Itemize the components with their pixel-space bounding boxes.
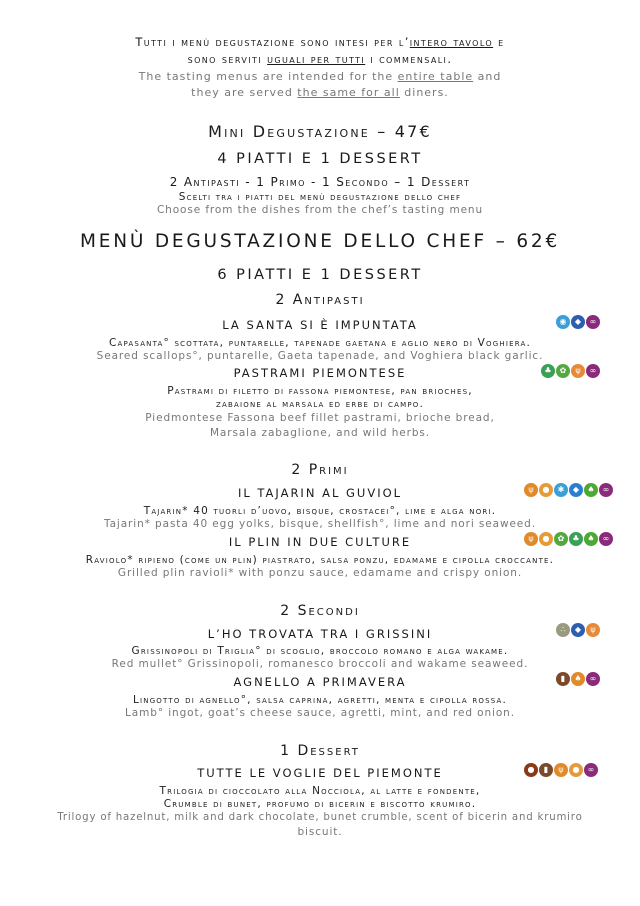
dish-name: LA SANTA SI È IMPUNTATA [222,318,418,332]
mini-menu-title: Mini Degustazione – 47€ [208,122,432,141]
celery-icon: ♠ [571,672,585,686]
fish-icon: ◆ [569,483,583,497]
dish-description-italian: Raviolo* ripieno (come un plin) piastrato, salsa ponzu, edamame e cipolla croccante. [85,554,555,566]
dish-description-italian: Capasanta° scottata, puntarelle, tapenade gaetana e aglio nero di Voghiera. [108,337,532,349]
intro-text: The tasting menus are intended for the [138,70,398,83]
dish-description-italian: Pastrami di filetto di fassona piemontese, pan brioches, [167,385,473,397]
leaf-icon: ♣ [541,364,555,378]
intro-italian-line-2 [0,54,640,66]
dish-description-english: Marsala zabaglione, and wild herbs. [209,427,431,439]
chef-menu-title: MENÙ DEGUSTAZIONE DELLO CHEF – 62€ [79,231,561,252]
dish-name: IL TAJARIN AL GUVIOL [237,486,403,500]
dish-name: AGNELLO A PRIMAVERA [233,675,407,689]
allergen-icons [556,672,600,686]
nut-icon: ● [524,763,538,777]
sesame-icon: ∴ [556,623,570,637]
intro-english-line-1 [0,71,640,82]
allergen-icons [524,483,613,497]
intro-underlined: uguali per tutti [267,52,366,66]
allergen-icons [524,532,613,546]
grape-icon: ∞ [586,672,600,686]
soy-icon: ✿ [554,532,568,546]
intro-text: and [473,70,502,83]
dish-description-english: Grilled plin ravioli* with ponzu sauce, edamame and crispy onion. [117,567,523,579]
dish-name: PASTRAMI PIEMONTESE [233,366,407,380]
dish-description-english: Piedmontese Fassona beef fillet pastrami, brioche bread, [145,412,495,424]
wheat-icon: ψ [571,364,585,378]
allergen-icons [556,315,600,329]
wheat-icon: ψ [524,483,538,497]
mini-menu-structure: 2 Antipasti - 1 Primo - 1 Secondo – 1 Dessert [169,175,471,189]
intro-italian-line-1 [0,37,640,49]
dish-description-italian: Trilogia di cioccolato alla Nocciola, al latte e fondente, [159,785,481,797]
intro-text: they are served [191,86,298,99]
dish-description-italian: Crumble di bunet, profumo di bicerin e biscotto krumiro. [163,798,477,810]
dish-description-italian: Tajarin* 40 tuorli d’uovo, bisque, crostacei°, lime e alga nori. [143,505,497,517]
intro-text: Tutti i menù degustazione sono intesi per l’ [135,35,410,49]
dish-description-english: Tajarin* pasta 40 egg yolks, bisque, shellfish°, lime and nori seaweed. [104,518,536,530]
fish-icon: ◆ [571,623,585,637]
dish-description-english: Seared scallops°, puntarelle, Gaeta tapenade, and Voghiera black garlic. [96,350,544,362]
wheat-icon: ψ [554,763,568,777]
celery-icon: ♠ [584,532,598,546]
fish-icon: ◉ [556,315,570,329]
section-secondi: 2 Secondi [280,603,360,619]
grape-icon: ∞ [584,763,598,777]
mini-menu-note-english: Choose from the dishes from the chef’s tasting menu [156,204,484,216]
intro-text: e [493,35,505,49]
milk-icon: ▮ [556,672,570,686]
dish-description-italian: Lingotto di agnello°, salsa caprina, agretti, menta e cipolla rossa. [132,694,508,706]
egg-icon: ✿ [556,364,570,378]
dish-description-english: biscuit. [297,826,343,838]
dish-name: L’HO TROVATA TRA I GRISSINI [207,627,433,641]
mini-menu-count: 4 PIATTI E 1 DESSERT [217,151,423,167]
dish-description-english: Lamb° ingot, goat’s cheese sauce, agretti, mint, and red onion. [125,707,515,719]
section-dessert: 1 Dessert [280,743,360,759]
section-primi: 2 Primi [291,462,349,478]
allergen-icons [541,364,600,378]
mini-menu-note-italian: Scelti tra i piatti del menù degustazione dello chef [178,191,462,203]
allergen-icons [524,763,598,777]
wheat-icon: ψ [586,623,600,637]
dish-description-italian: zabaione al marsala ed erbe di campo. [216,398,424,410]
wheat-icon: ψ [524,532,538,546]
celery-icon: ♠ [584,483,598,497]
intro-english-line-2 [0,87,640,98]
grape-icon: ∞ [586,364,600,378]
dish-description-english: Red mullet° Grissinopoli, romanesco broccoli and wakame seaweed. [111,658,529,670]
leaf-icon: ♣ [569,532,583,546]
grape-icon: ∞ [599,532,613,546]
dish-name: IL PLIN IN DUE CULTURE [228,535,412,549]
intro-text: sono serviti [187,52,268,66]
intro-underlined: intero tavolo [409,35,494,49]
allergen-icons [556,623,600,637]
intro-underlined: the same for all [297,86,400,99]
intro-underlined: entire table [397,70,474,83]
crab-icon: ✱ [554,483,568,497]
egg-icon: ● [539,532,553,546]
egg-icon: ● [539,483,553,497]
grape-icon: ∞ [586,315,600,329]
egg-icon: ● [569,763,583,777]
dish-description-italian: Grissinopoli di Triglia° di scoglio, broccolo romano e alga wakame. [131,645,509,657]
intro-text: diners. [399,86,449,99]
fish-icon: ◆ [571,315,585,329]
milk-icon: ▮ [539,763,553,777]
dish-description-english: Trilogy of hazelnut, milk and dark chocolate, bunet crumble, scent of bicerin and krumiro [57,812,583,823]
intro-text: i commensali. [365,52,453,66]
section-antipasti: 2 Antipasti [275,292,365,308]
dish-name: TUTTE LE VOGLIE DEL PIEMONTE [197,766,443,780]
chef-menu-count: 6 PIATTI E 1 DESSERT [217,267,423,283]
grape-icon: ∞ [599,483,613,497]
